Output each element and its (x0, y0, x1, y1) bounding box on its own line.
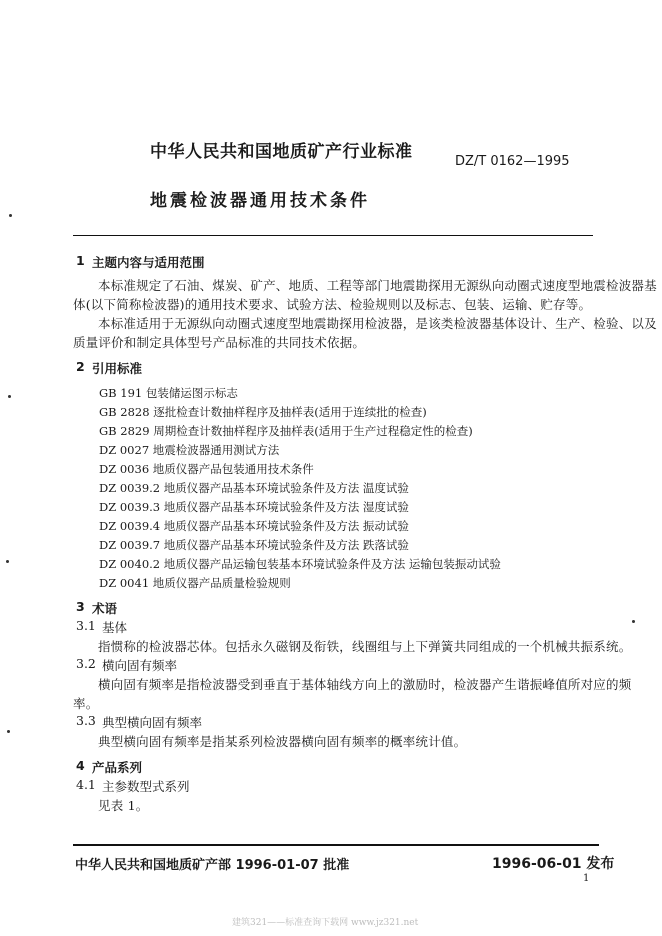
section-1-paragraph-2-line-2: 质量评价和制定具体型号产品标准的共同技术依据。 (73, 335, 366, 350)
section-3-title: 术语 (92, 601, 118, 616)
standard-category-title: 中华人民共和国地质矿产行业标准 (150, 142, 413, 162)
reference-item: DZ 0039.2 地质仪器产品基本环境试验条件及方法 温度试验 (99, 481, 409, 495)
section-1-paragraph-2-line-1: 本标准适用于无源纵向动圈式速度型地震勘探用检波器，是该类检波器基体设计、生产、检验、以及 (98, 316, 657, 331)
clause-3-2-title: 横向固有频率 (102, 658, 178, 673)
document-title: 地震检波器通用技术条件 (150, 191, 370, 211)
section-2-title: 引用标准 (92, 361, 143, 376)
scan-speck (6, 560, 9, 563)
section-1-title: 主题内容与适用范围 (92, 255, 205, 270)
reference-item: DZ 0039.4 地质仪器产品基本环境试验条件及方法 振动试验 (99, 519, 409, 533)
reference-item: DZ 0039.7 地质仪器产品基本环境试验条件及方法 跌落试验 (99, 538, 409, 552)
section-4-number: 4 (76, 758, 85, 773)
section-2-number: 2 (76, 359, 85, 374)
reference-item: DZ 0036 地质仪器产品包装通用技术条件 (99, 462, 314, 476)
clause-3-1-number: 3.1 (76, 618, 96, 633)
reference-item: GB 2828 逐批检查计数抽样程序及抽样表(适用于连续批的检查) (99, 405, 427, 419)
scan-speck (7, 730, 10, 733)
header-divider (73, 235, 593, 236)
clause-3-3-text: 典型横向固有频率是指某系列检波器横向固有频率的概率统计值。 (98, 734, 467, 749)
section-4-title: 产品系列 (92, 760, 143, 775)
clause-3-2-number: 3.2 (76, 656, 96, 671)
clause-3-1-title: 基体 (102, 620, 128, 635)
clause-3-1-text: 指惯称的检波器芯体。包括永久磁钢及衔铁，线圈组与上下弹簧共同组成的一个机械共振系统。 (98, 639, 632, 654)
clause-4-1-title: 主参数型式系列 (102, 779, 190, 794)
site-watermark: 建筑321——标准查询下载网 www.jz321.net (232, 918, 419, 928)
approval-line: 中华人民共和国地质矿产部 1996-01-07 批准 (75, 858, 350, 873)
section-1-paragraph-1-line-2: 体(以下简称检波器)的通用技术要求、试验方法、检验规则以及标志、包装、运输、贮存等。 (73, 297, 592, 312)
clause-4-1-number: 4.1 (76, 777, 96, 792)
page-number: 1 (583, 873, 590, 884)
clause-3-3-number: 3.3 (76, 713, 96, 728)
section-3-number: 3 (76, 599, 85, 614)
section-1-number: 1 (76, 253, 85, 268)
clause-3-3-title: 典型横向固有频率 (102, 715, 203, 730)
reference-item: DZ 0040.2 地质仪器产品运输包装基本环境试验条件及方法 运输包装振动试验 (99, 557, 501, 571)
issue-date: 1996-06-01 发布 (492, 856, 615, 872)
footer-divider (73, 844, 599, 846)
reference-item: GB 191 包装储运图示标志 (99, 386, 238, 400)
scan-speck (9, 214, 12, 217)
scan-speck (632, 620, 635, 623)
reference-item: DZ 0041 地质仪器产品质量检验规则 (99, 576, 291, 590)
standard-code: DZ/T 0162—1995 (455, 154, 570, 169)
clause-4-1-text: 见表 1。 (98, 798, 149, 813)
clause-3-2-text-line-2: 率。 (73, 696, 99, 711)
reference-item: GB 2829 周期检查计数抽样程序及抽样表(适用于生产过程稳定性的检查) (99, 424, 473, 438)
reference-item: DZ 0027 地震检波器通用测试方法 (99, 443, 280, 457)
scan-speck (8, 395, 11, 398)
section-1-paragraph-1-line-1: 本标准规定了石油、煤炭、矿产、地质、工程等部门地震勘探用无源纵向动圈式速度型地震检波器基 (98, 278, 657, 293)
clause-3-2-text-line-1: 横向固有频率是指检波器受到垂直于基体轴线方向上的激励时，检波器产生谐振峰值所对应的频 (98, 677, 632, 692)
reference-item: DZ 0039.3 地质仪器产品基本环境试验条件及方法 湿度试验 (99, 500, 409, 514)
